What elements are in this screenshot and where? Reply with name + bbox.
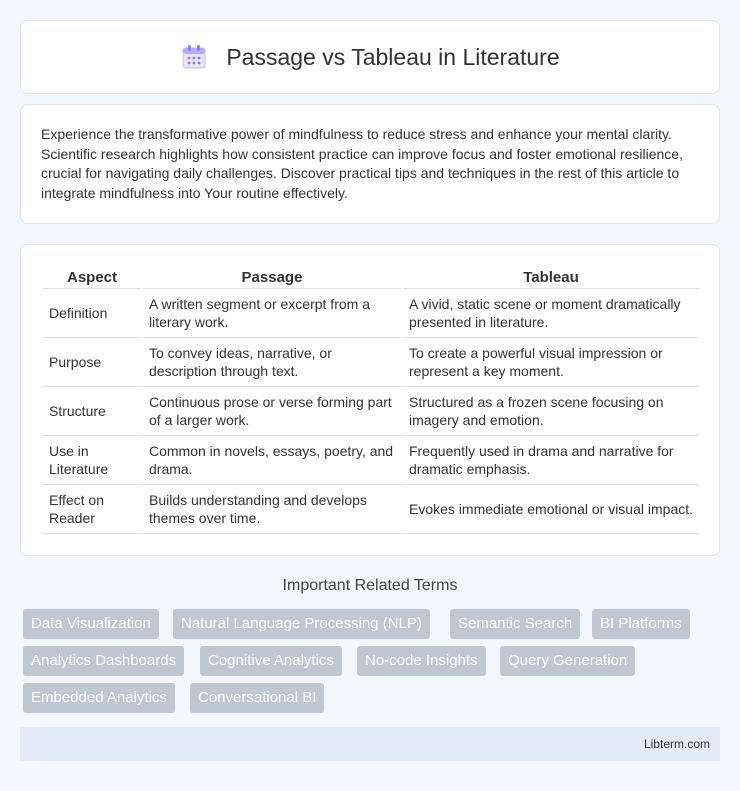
table-cell: Frequently used in drama and narrative for dramatic emphasis. (403, 436, 699, 485)
table-row (43, 387, 699, 436)
table-cell: Structured as a frozen scene focusing on imagery and emotion. (403, 387, 699, 436)
tag-analytics-dashboards[interactable]: Analytics Dashboards (23, 646, 184, 676)
table-cell: Purpose (43, 338, 141, 387)
table-cell: Common in novels, essays, poetry, and drama. (143, 436, 401, 485)
tag-no-code-insights[interactable]: No-code Insights (357, 646, 486, 676)
intro-card (20, 104, 720, 224)
header-card (20, 20, 720, 94)
header-tableau: Tableau (403, 265, 699, 289)
comparison-table-card (20, 244, 720, 556)
tag-cognitive-analytics[interactable]: Cognitive Analytics (200, 646, 342, 676)
table-cell: Definition (43, 289, 141, 338)
table-cell: Builds understanding and develops themes over time. (143, 485, 401, 534)
tag-data-visualization[interactable]: Data Visualization (23, 609, 159, 639)
table-cell: A written segment or excerpt from a literary work. (143, 289, 401, 338)
page-title: Passage vs Tableau in Literature (226, 43, 560, 70)
table-cell: Structure (43, 387, 141, 436)
footer-site-link[interactable]: Libterm.com (643, 737, 710, 751)
comparison-table (41, 265, 701, 534)
table-cell: Effect on Reader (43, 485, 141, 534)
table-cell: Use in Literature (43, 436, 141, 485)
table-row (43, 436, 699, 485)
table-row (43, 289, 699, 338)
table-cell: To create a powerful visual impression or represent a key moment. (403, 338, 699, 387)
table-row (43, 338, 699, 387)
related-terms-title: Important Related Terms (282, 577, 458, 594)
tag-nlp[interactable]: Natural Language Processing (NLP) (173, 609, 430, 639)
table-cell: Evokes immediate emotional or visual impact. (403, 485, 699, 534)
table-cell: A vivid, static scene or moment dramatically presented in literature. (403, 289, 699, 338)
calendar-icon (180, 43, 208, 71)
tag-bi-platforms[interactable]: BI Platforms (592, 609, 690, 639)
table-row (43, 485, 699, 534)
tag-conversational-bi[interactable]: Conversational BI (190, 683, 324, 713)
table-cell: To convey ideas, narrative, or description through text. (143, 338, 401, 387)
tag-query-generation[interactable]: Query Generation (500, 646, 635, 676)
header-aspect: Aspect (43, 265, 141, 289)
title-wrap (180, 43, 559, 71)
table-cell: Continuous prose or verse forming part of a larger work. (143, 387, 401, 436)
tag-embedded-analytics[interactable]: Embedded Analytics (23, 683, 175, 713)
table-header-row (43, 265, 699, 289)
header-passage: Passage (143, 265, 401, 289)
footer (20, 727, 720, 761)
tag-semantic-search[interactable]: Semantic Search (450, 609, 580, 639)
intro-text: Experience the transformative power of mindfulness to reduce stress and enhance your mental clarity. Scientific research highlights how consistent practice can improve focus and foster emotional resilience, crucial for navigating daily challenges. Discover practical tips and techniques in the rest of this article to integrate mindfulness into Your routine effectively. (41, 126, 683, 201)
